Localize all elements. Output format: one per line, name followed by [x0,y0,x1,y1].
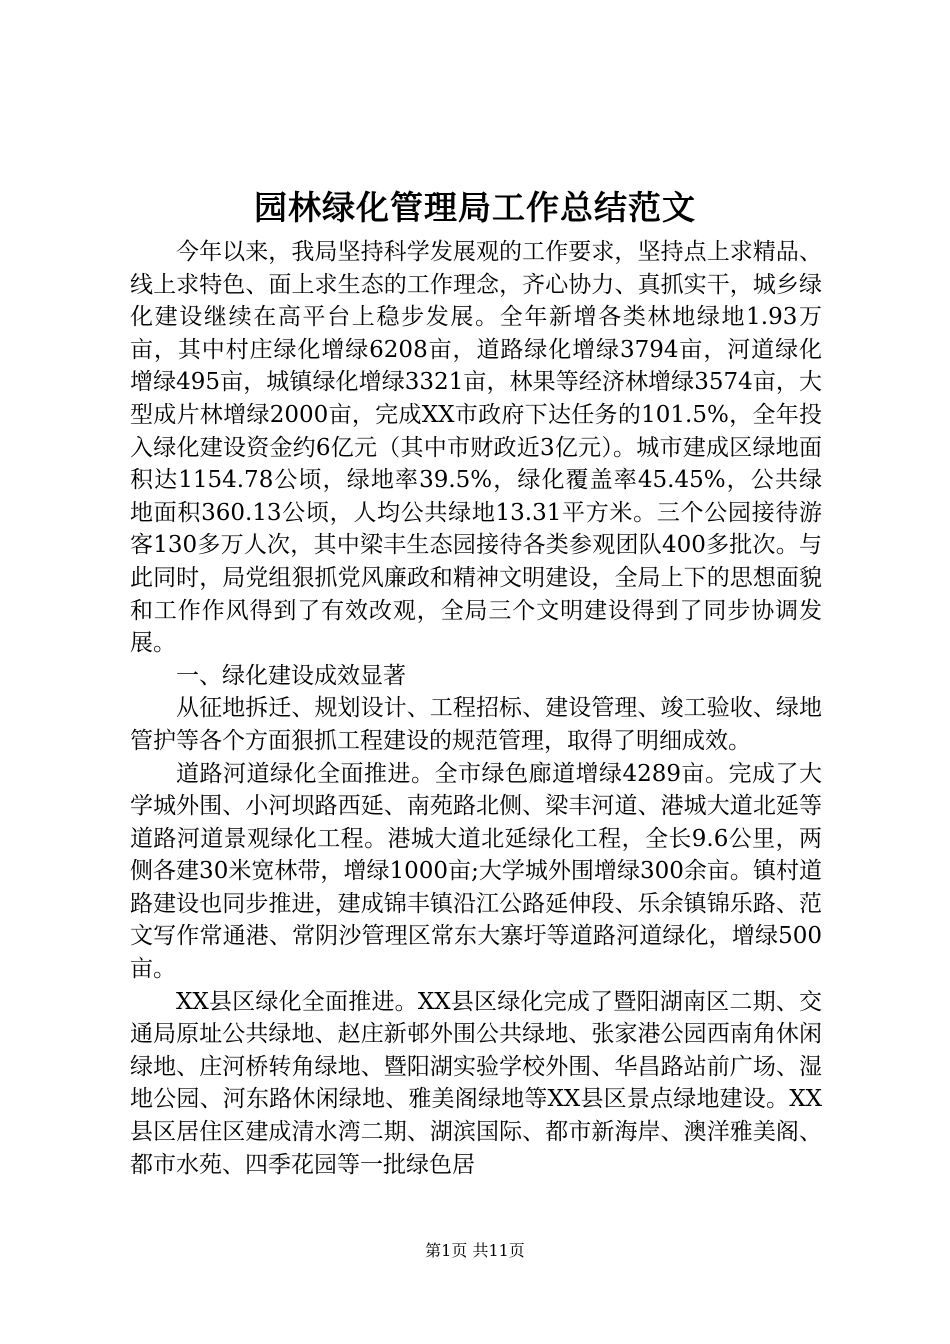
page-footer: 第1页 共11页 [425,1241,525,1260]
document-title: 园林绿化管理局工作总结范文 [254,188,696,227]
paragraph-county-greening: XX县区绿化全面推进。XX县区绿化完成了暨阳湖南区二期、交通局原址公共绿地、赵庄新邨外围公共绿地、张家港公园西南角休闲绿地、庄河桥转角绿地、暨阳湖实验学校外围、华昌路站前广场、湿地公园、河东路休闲绿地、雅美阁绿地等XX县区景点绿地建设。XX县区居住区建成清水湾二期、湖滨国际、都市新海岸、澳洋雅美阁、都市水苑、四季花园等一批绿色居 [130,988,822,1178]
document-body [130,236,822,1181]
paragraph-road-river-greening: 道路河道绿化全面推进。全市绿色廊道增绿4289亩。完成了大学城外围、小河坝路西延、南苑路北侧、梁丰河道、港城大道北延等道路河道景观绿化工程。港城大道北延绿化工程，全长9.6公里，两侧各建30米宽林带，增绿1000亩;大学城外围增绿300余亩。镇村道路建设也同步推进，建成锦丰镇沿江公路延伸段、乐余镇锦乐路、范文写作常通港、常阴沙管理区常东大寨圩等道路河道绿化，增绿500亩。 [130,760,822,983]
paragraph-management: 从征地拆迁、规划设计、工程招标、建设管理、竣工验收、绿地管护等各个方面狠抓工程建设的规范管理，取得了明细成效。 [130,695,822,754]
section-heading-1: 一、绿化建设成效显著 [176,662,406,689]
paragraph-intro: 今年以来，我局坚持科学发展观的工作要求，坚持点上求精品、线上求特色、面上求生态的工作理念，齐心协力、真抓实干，城乡绿化建设继续在高平台上稳步发展。全年新增各类林地绿地1.93万亩，其中村庄绿化增绿6208亩，道路绿化增绿3794亩，河道绿化增绿495亩，城镇绿化增绿3321亩，林果等经济林增绿3574亩，大型成片林增绿2000亩，完成XX市政府下达任务的101.5%，全年投入绿化建设资金约6亿元（其中市财政近3亿元）。城市建成区绿地面积达1154.78公顷，绿地率39.5%，绿化覆盖率45.45%，公共绿地面积360.13公顷，人均公共绿地13.31平方米。三个公园接待游客130多万人次，其中梁丰生态园接待各类参观团队400多批次。与此同时，局党组狠抓党风廉政和精神文明建设，全局上下的思想面貌和工作作风得到了有效改观，全局三个文明建设得到了同步协调发展。 [130,239,822,657]
